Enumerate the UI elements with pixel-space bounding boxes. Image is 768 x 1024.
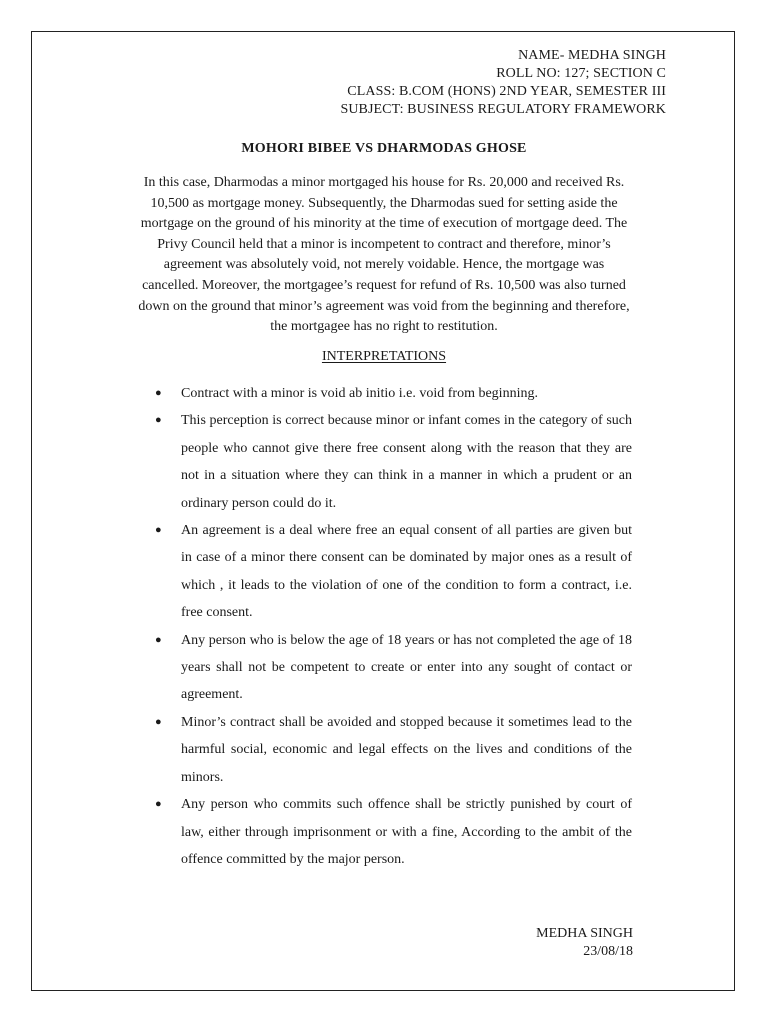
list-item (154, 407, 632, 517)
bullet-icon: ● (155, 715, 162, 728)
list-item (154, 791, 632, 873)
list-item-text: An agreement is a deal where free an equal consent of all parties are given but in case of a minor there consent can be dominated by major ones as a result of which , it leads to the violation of one of the condition to form a contract, i.e. free consent. (181, 523, 632, 621)
list-item-text: Any person who is below the age of 18 years or has not completed the age of 18 years shall not be competent to create or enter into any sought of contact or agreement. (181, 632, 632, 703)
list-item-text: Minor’s contract shall be avoided and stopped because it sometimes lead to the harmful social, economic and legal effects on the lives and conditions of the minors. (181, 714, 632, 785)
bullet-icon: ● (155, 633, 162, 646)
roll-number: ROLL NO: 127; SECTION C (496, 66, 666, 81)
list-item-text: This perception is correct because minor or infant comes in the category of such people who cannot give there free consent along with the reason that they are not in a situation where they can think in a manner in which a prudent or an ordinary person could do it. (181, 413, 632, 511)
case-summary-paragraph: In this case, Dharmodas a minor mortgaged his house for Rs. 20,000 and received Rs. 10,500 as mortgage money. Subsequently, the Dharmodas sued for setting aside the mortgage on the ground of his minority at the time of execution of mortgage deed. The Privy Council held that a minor is incompetent to contract and therefore, minor’s agreement was absolutely void, not merely voidable. Hence, the mortgage was cancelled. Moreover, the mortgagee’s request for refund of Rs. 10,500 was also turned down on the ground that minor’s agreement was void from the beginning and therefore, the mortgagee has no right to restitution. (138, 175, 630, 335)
student-name: NAME- MEDHA SINGH (518, 48, 666, 63)
case-title: MOHORI BIBEE VS DHARMODAS GHOSE (241, 141, 527, 156)
bullet-icon: ● (155, 414, 162, 427)
list-item-text: Contract with a minor is void ab initio i.e. void from beginning. (181, 386, 538, 401)
list-item (154, 627, 632, 709)
subject-details: SUBJECT: BUSINESS REGULATORY FRAMEWORK (340, 102, 666, 117)
bullet-icon: ● (155, 798, 162, 811)
student-details-header (340, 47, 666, 119)
class-details: CLASS: B.COM (HONS) 2ND YEAR, SEMESTER III (347, 84, 666, 99)
signature-date: 23/08/18 (583, 944, 633, 959)
signature-name: MEDHA SINGH (536, 926, 633, 941)
list-item (154, 380, 632, 407)
list-item (154, 517, 632, 627)
interpretations-heading: INTERPRETATIONS (321, 349, 447, 364)
bullet-icon: ● (155, 524, 162, 537)
list-item (154, 709, 632, 791)
signature-block (536, 925, 633, 961)
interpretations-list (154, 380, 632, 873)
bullet-icon: ● (155, 387, 162, 399)
list-item-text: Any person who commits such offence shall be strictly punished by court of law, either through imprisonment or with a fine, According to the ambit of the offence committed by the major person. (181, 797, 632, 867)
